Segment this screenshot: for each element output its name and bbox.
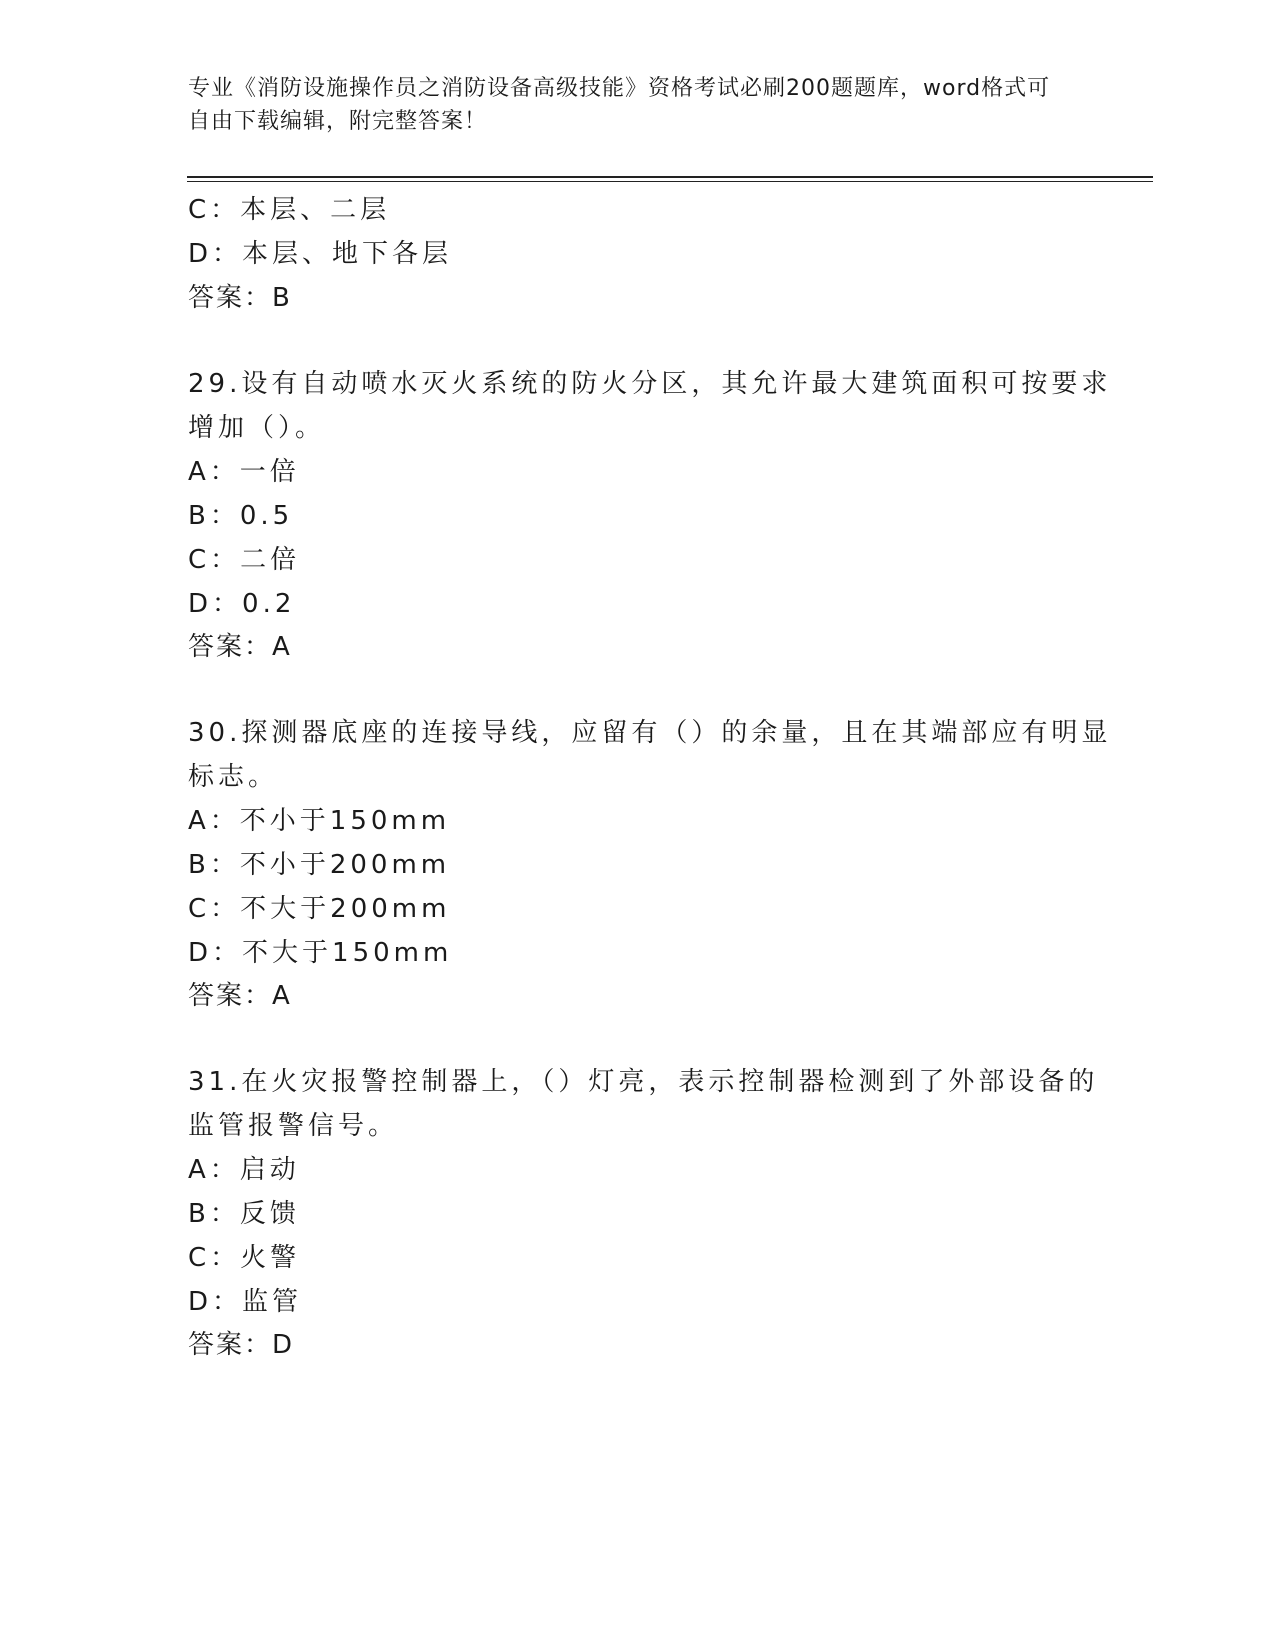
- q31-option-b: B：反馈: [188, 1199, 300, 1229]
- prev-answer: 答案：B: [188, 283, 292, 313]
- q29-option-a: A：一倍: [188, 457, 300, 487]
- q30-option-a: A：不小于150mm: [188, 806, 451, 836]
- q29-option-c: C：二倍: [188, 545, 301, 575]
- q31-option-a: A：启动: [188, 1155, 300, 1185]
- q31-option-d: D：监管: [188, 1287, 303, 1317]
- q31-stem-line2: 监管报警信号。: [188, 1111, 399, 1141]
- q30-stem-line1: 30.探测器底座的连接导线，应留有（）的余量，且在其端部应有明显: [188, 718, 1112, 748]
- q29-option-b: B：0.5: [188, 501, 294, 531]
- q29-stem-line2: 增加（）。: [188, 413, 326, 443]
- document-header: 专业《消防设施操作员之消防设备高级技能》资格考试必刷200题题库，word格式可自由下载编辑，附完整答案！: [188, 76, 1051, 134]
- q31-stem-line1: 31.在火灾报警控制器上，（）灯亮，表示控制器检测到了外部设备的: [188, 1067, 1099, 1097]
- q29-option-d: D：0.2: [188, 589, 296, 619]
- q30-option-d: D：不大于150mm: [188, 938, 453, 968]
- prev-option-c: C：本层、二层: [188, 195, 391, 225]
- q31-option-c: C：火警: [188, 1243, 301, 1273]
- q29-answer: 答案：A: [188, 632, 292, 662]
- prev-option-d: D：本层、地下各层: [188, 239, 453, 269]
- q30-option-b: B：不小于200mm: [188, 850, 451, 880]
- q31-answer: 答案：D: [188, 1330, 295, 1360]
- q30-stem-line2: 标志。: [188, 762, 279, 792]
- header-divider-thick: [187, 176, 1153, 178]
- header-divider-thin: [187, 181, 1153, 182]
- q30-answer: 答案：A: [188, 981, 292, 1011]
- q29-stem-line1: 29.设有自动喷水灭火系统的防火分区，其允许最大建筑面积可按要求: [188, 369, 1112, 399]
- q30-option-c: C：不大于200mm: [188, 894, 451, 924]
